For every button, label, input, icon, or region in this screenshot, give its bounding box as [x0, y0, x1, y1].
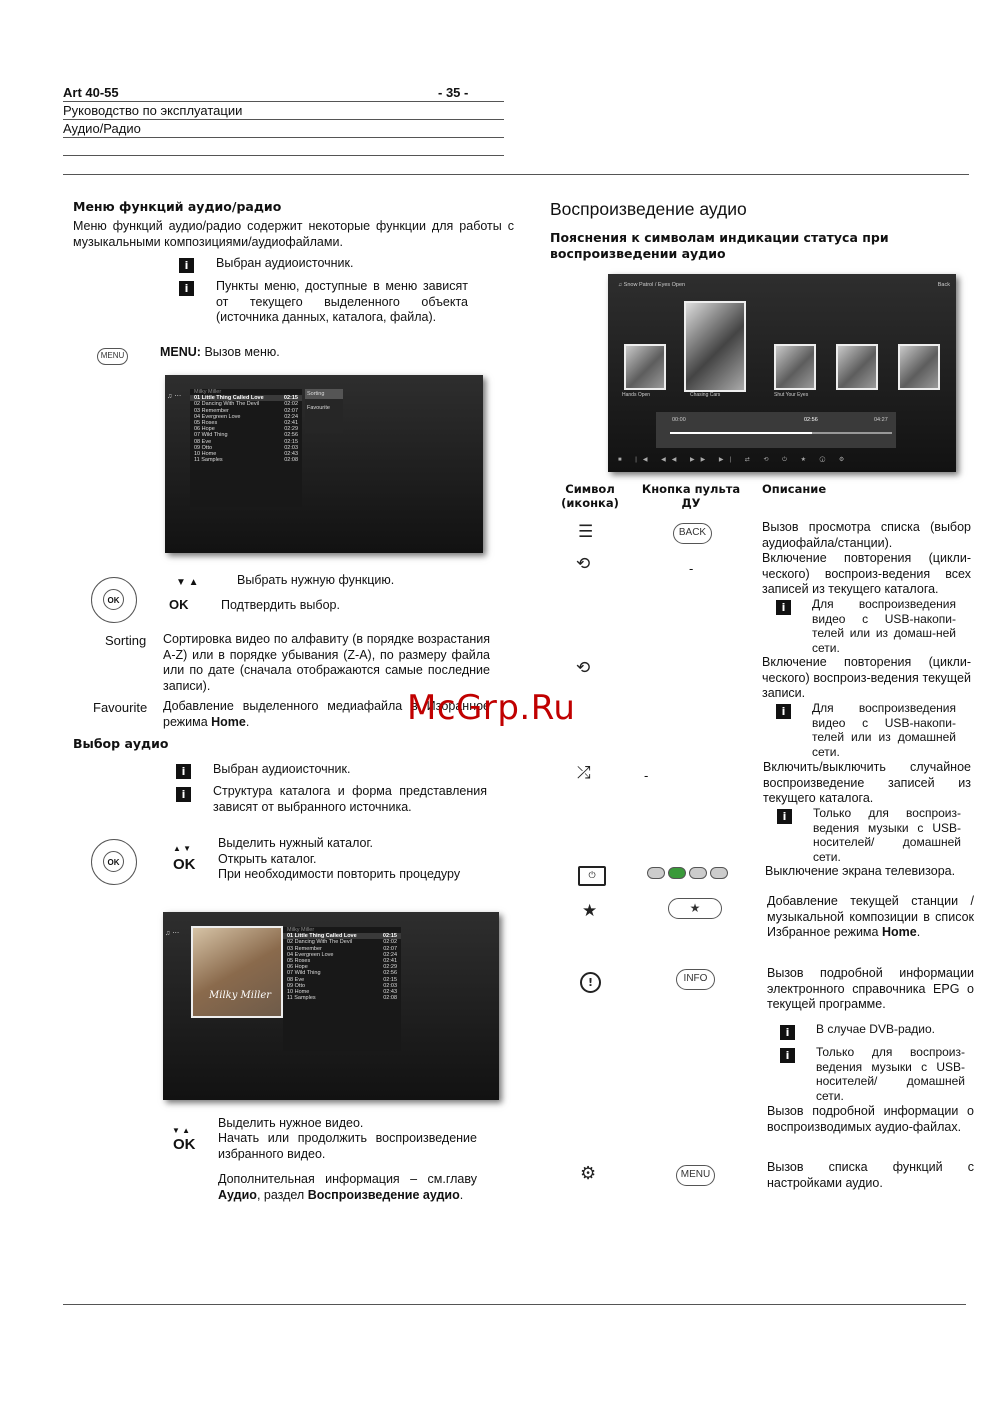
- step-select-video: Выделить нужное видео.: [218, 1116, 364, 1130]
- track-name: 05 Roses: [194, 420, 218, 427]
- ok-label: OK: [173, 856, 196, 873]
- player-screenshot: [608, 274, 956, 472]
- info-icon: i: [780, 1048, 795, 1063]
- player-title: ♫ Snow Patrol / Eyes Open: [618, 282, 686, 288]
- row-shuffle-remote: -: [644, 768, 649, 783]
- row-shuffle-note: Только для воспроиз-ведения музыки с USB-носителей/ домашней сети.: [813, 806, 961, 864]
- track-time: 02:43: [284, 451, 298, 458]
- menu-intro: Меню функций аудио/радио содержит некоторые функции для работы с музыкальными композициями/аудиофайлами.: [73, 219, 514, 249]
- menu-button-icon: MENU: [97, 348, 128, 365]
- row-list-desc: Вызов просмотра списка (выбор аудиофайла/станции).: [762, 520, 971, 550]
- menu-button-icon: MENU: [676, 1165, 715, 1186]
- music-note-icon: ♫ ⋯: [167, 393, 182, 400]
- gear-icon: ⚙: [580, 1163, 597, 1184]
- repeat-all-icon: ⟲: [576, 554, 591, 574]
- track-time: 02:03: [284, 444, 298, 451]
- ok-navigation-pad: [91, 577, 137, 623]
- cover-label-3: Shut Your Eyes: [774, 392, 809, 398]
- menu-call: [160, 345, 280, 361]
- track-name: 07 Wild Thing: [194, 432, 228, 439]
- track-time: 02:41: [284, 420, 298, 427]
- track-name: 11 Samples: [194, 457, 223, 464]
- track-name: 05 Roses: [287, 958, 311, 965]
- cover-2[interactable]: [684, 301, 746, 392]
- menu-screenshot: [165, 375, 483, 553]
- audio-select-title: Выбор аудио: [73, 736, 169, 751]
- track-time: 02:56: [383, 970, 397, 977]
- shuffle-icon: ⤮: [577, 763, 591, 783]
- ok-icon: OK: [103, 851, 124, 872]
- track-name: 10 Home: [194, 451, 217, 458]
- track-time: 02:56: [284, 432, 298, 439]
- watermark: McGrp.Ru: [407, 688, 576, 728]
- track-time: 02:29: [284, 426, 298, 433]
- menu-section-title: Меню функций аудио/радио: [73, 199, 282, 214]
- favourite-label: Favourite: [93, 700, 148, 715]
- arrow-down-up-icon: ▼ ▲: [172, 1126, 191, 1135]
- track-row[interactable]: [283, 995, 401, 1001]
- track-name: 03 Remember: [287, 945, 322, 952]
- time-start: 00:00: [672, 417, 686, 423]
- track-name: 02 Dancing With The Devil: [194, 401, 260, 408]
- artist-name: Milky Miller: [194, 389, 222, 395]
- info-icon: i: [776, 600, 791, 615]
- row-repeat-one-note: Для воспроизведения видео с USB-накопи-телей или из домашней сети.: [812, 701, 956, 759]
- col-remote-header: Кнопка пульта ДУ: [641, 482, 741, 510]
- track-list: [190, 389, 302, 507]
- info-icon: i: [179, 281, 194, 296]
- progress-panel: [656, 412, 896, 448]
- row-info-note1: В случае DVB-радио.: [816, 1022, 936, 1036]
- step-open-folder: Открыть каталог.: [218, 852, 317, 866]
- control-bar: ■ |◀ ◀◀ ▶▶ ▶| ⇄ ⟲ ⏻ ★ ⓘ ⚙: [618, 457, 851, 463]
- track-time: 02:41: [383, 958, 397, 965]
- tv-off-icon: ⏻: [578, 866, 606, 886]
- info-icon: i: [777, 809, 792, 824]
- info-circle-icon: !: [580, 972, 601, 993]
- info-icon: i: [176, 787, 191, 802]
- sorting-label: Sorting: [105, 633, 147, 648]
- cover-5[interactable]: [898, 344, 940, 390]
- music-note-icon: ♫ ⋯: [165, 930, 180, 937]
- track-time: 02:15: [383, 976, 397, 983]
- menu-item-sorting[interactable]: Sorting: [305, 389, 343, 399]
- top-divider: [63, 174, 969, 175]
- menu-label: MENU:: [160, 345, 201, 359]
- right-subtitle: Пояснения к символам индикации статуса при воспроизведении аудио: [550, 230, 889, 261]
- star-button-icon: ★: [668, 898, 722, 919]
- color-buttons-icon: [647, 867, 728, 882]
- star-icon: ★: [582, 901, 598, 921]
- ok-icon: OK: [103, 589, 124, 610]
- ok-navigation-pad: [91, 839, 137, 885]
- info-icon: i: [776, 704, 791, 719]
- progress-bar[interactable]: [670, 432, 892, 434]
- sorting-text: Сортировка видео по алфавиту (в порядке возрастания A-Z) или в порядке убывания (Z-A), по размеру файла или по дате (сначала отображаются самые последние записи).: [163, 632, 490, 693]
- row-info-desc: Вызов подробной информации электронного справочника EPG о текущей программе.: [767, 966, 974, 1011]
- row-info-desc2: Вызов подробной информации о воспроизводимых аудио-файлах.: [767, 1104, 974, 1134]
- track-name: 07 Wild Thing: [287, 970, 321, 977]
- bottom-divider: [63, 1304, 966, 1305]
- track-time: 02:02: [284, 401, 298, 408]
- time-current: 02:56: [804, 417, 818, 423]
- info-icon: i: [780, 1025, 795, 1040]
- track-name: 01 Little Thing Called Love: [287, 933, 357, 940]
- artist-name: Milky Miller: [287, 927, 315, 933]
- cover-label-2: Chasing Cars: [690, 392, 721, 398]
- cover-text: Milky Miller: [209, 990, 272, 1001]
- list-icon: ☰: [578, 522, 594, 542]
- track-name: 08 Eve: [287, 976, 305, 983]
- confirm-text: Подтвердить выбор.: [221, 598, 340, 612]
- track-name: 09 Otto: [287, 982, 306, 989]
- track-time: 02:03: [383, 982, 397, 989]
- favourite-text: Добавление выделенного медиафайла в Избранное режима Home.: [163, 699, 490, 729]
- track-name: 09 Otto: [194, 444, 213, 451]
- row-repeat-all-desc: Включение повторения (цикли-ческого) воспроиз-ведения всех записей из текущего каталога.: [762, 551, 971, 596]
- track-name: 04 Evergreen Love: [287, 951, 334, 958]
- player-back[interactable]: Back: [937, 282, 950, 288]
- cover-label-1: Hands Open: [622, 392, 651, 398]
- select-function-text: Выбрать нужную функцию.: [237, 573, 395, 587]
- track-time: 02:08: [383, 995, 397, 1002]
- track-name: 04 Evergreen Love: [194, 413, 241, 420]
- row-gear-desc: Вызов списка функций с настройками аудио.: [767, 1160, 974, 1190]
- row-star-desc: Добавление текущей станции / музыкальной композиции в список Избранное режима Home.: [767, 894, 974, 939]
- row-tv-off-desc: Выключение экрана телевизора.: [765, 864, 956, 878]
- menu-call-text: Вызов меню.: [204, 345, 280, 359]
- audio-select-info1: Выбран аудиоисточник.: [213, 762, 351, 776]
- audio-select-screenshot: [163, 912, 499, 1100]
- info-icon: i: [176, 764, 191, 779]
- menu-info2: Пункты меню, доступные в меню зависят от текущего выделенного объекта (источника данных, каталога, файла).: [216, 279, 468, 324]
- track-name: 10 Home: [287, 989, 310, 996]
- track-time: 02:07: [383, 945, 397, 952]
- step-select-folder: Выделить нужный каталог.: [218, 836, 373, 850]
- info-icon: i: [179, 258, 194, 273]
- time-end: 04:27: [874, 417, 888, 423]
- track-name: 01 Little Thing Called Love: [194, 395, 264, 402]
- track-time: 02:29: [383, 964, 397, 971]
- track-name: 02 Dancing With The Devil: [287, 939, 353, 946]
- info-button-icon: INFO: [676, 969, 715, 990]
- row-repeat-all-remote: -: [689, 561, 694, 576]
- album-cover: [191, 926, 283, 1018]
- track-time: 02:15: [382, 933, 397, 940]
- menu-item-favourite[interactable]: Favourite: [307, 405, 330, 411]
- track-name: 03 Remember: [194, 407, 229, 414]
- header-section: Аудио/Радио: [63, 121, 141, 136]
- ok-label: OK: [173, 1136, 196, 1153]
- track-time: 02:07: [284, 407, 298, 414]
- step-repeat: При необходимости повторить процедуру: [218, 867, 461, 881]
- row-repeat-one-desc: Включение повторения (цикли-ческого) воспроиз-ведения текущей записи.: [762, 655, 971, 700]
- arrow-down-up-icon: ▼ ▲: [176, 577, 199, 588]
- header-page: - 35 -: [438, 85, 469, 100]
- cover-1[interactable]: [624, 344, 666, 390]
- arrow-up-down-icon: ▲ ▼: [173, 844, 192, 853]
- ok-label: OK: [169, 597, 189, 612]
- header-manual: Руководство по эксплуатации: [63, 103, 243, 118]
- back-button-icon: BACK: [673, 523, 712, 544]
- cover-4[interactable]: [836, 344, 878, 390]
- track-list: [283, 927, 401, 1051]
- row-repeat-all-note: Для воспроизведения видео с USB-накопи-телей или из домаш-ней сети.: [812, 597, 956, 655]
- more-info: Дополнительная информация – см.главу Аудио, раздел Воспроизведение аудио.: [218, 1172, 477, 1202]
- track-time: 02:15: [283, 395, 298, 402]
- step-play: Начать или продолжить воспроизведение избранного видео.: [218, 1131, 477, 1161]
- track-name: 11 Samples: [287, 995, 316, 1002]
- cover-3[interactable]: [774, 344, 816, 390]
- track-time: 02:24: [284, 413, 298, 420]
- row-info-note2: Только для воспроиз-ведения музыки с USB-носителей/ домашней сети.: [816, 1045, 965, 1103]
- track-name: 08 Eve: [194, 438, 212, 445]
- track-row[interactable]: [190, 457, 302, 463]
- track-time: 02:24: [383, 951, 397, 958]
- track-time: 02:02: [383, 939, 397, 946]
- repeat-one-icon: ⟲: [576, 658, 591, 678]
- row-shuffle-desc: Включить/выключить случайное воспроизведение записей из текущего каталога.: [763, 760, 971, 805]
- right-title: Воспроизведение аудио: [550, 199, 747, 219]
- menu-info1: Выбран аудиоисточник.: [216, 256, 354, 270]
- col-symbol-header: Символ (иконка): [561, 482, 619, 510]
- track-time: 02:15: [284, 438, 298, 445]
- track-time: 02:43: [383, 989, 397, 996]
- audio-select-info2: Структура каталога и форма представления зависят от выбранного источника.: [213, 784, 487, 814]
- track-name: 06 Hope: [287, 964, 308, 971]
- track-name: 06 Hope: [194, 426, 215, 433]
- col-desc-header: Описание: [762, 482, 827, 496]
- options-panel: [305, 389, 343, 433]
- header-model: Art 40-55: [63, 85, 119, 100]
- track-time: 02:08: [284, 457, 298, 464]
